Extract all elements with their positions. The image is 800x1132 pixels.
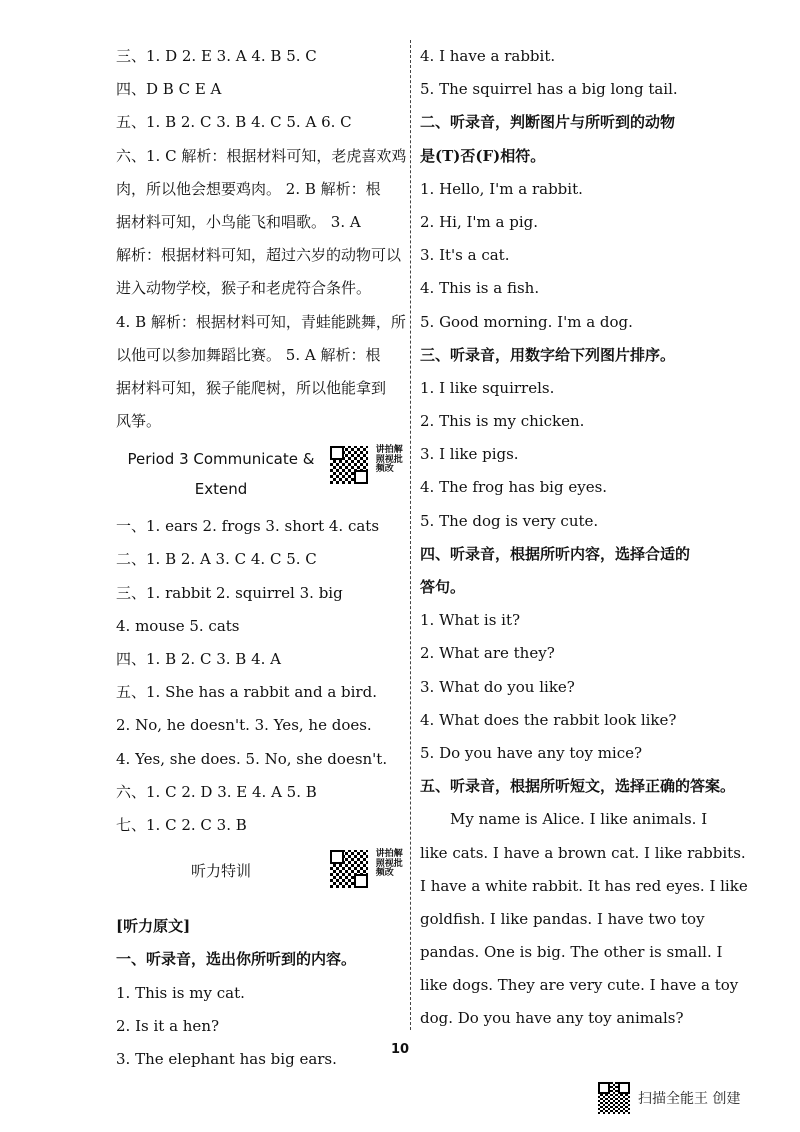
answer-line: 六、1. C 2. D 3. E 4. A 5. B	[116, 782, 317, 801]
passage-line: My name is Alice. I like animals. I	[450, 810, 708, 829]
period-title-line2: Extend	[194, 480, 248, 499]
passage-line: like dogs. They are very cute. I have a toy	[420, 976, 739, 995]
answer-line: 据材料可知，猴子能爬树，所以他能拿到	[116, 378, 387, 397]
list-item: 2. This is my chicken.	[420, 412, 585, 431]
answer-line: 五、1. B 2. C 3. B 4. C 5. A 6. C	[116, 113, 352, 132]
list-item: 4. This is a fish.	[420, 279, 540, 298]
answer-line: 四、1. B 2. C 3. B 4. A	[116, 650, 281, 668]
list-item: 4. The frog has big eyes.	[420, 478, 608, 497]
right-column	[420, 40, 748, 1036]
passage-line: like cats. I have a brown cat. I like rabbits.	[420, 843, 746, 862]
list-item: 4. I have a rabbit.	[420, 47, 556, 65]
period-title-line1: Period 3 Communicate &	[127, 450, 315, 469]
answer-line: 据材料可知，小鸟能飞和唱歌。 3. A	[116, 212, 361, 231]
list-item: 1. I like squirrels.	[420, 378, 555, 397]
answer-line: 以他可以参加舞蹈比赛。 5. A 解析：根	[116, 345, 381, 364]
answer-line: 三、1. rabbit 2. squirrel 3. big	[116, 583, 343, 602]
passage-line: pandas. One is big. The other is small. I	[420, 943, 723, 962]
answer-block-period3	[116, 510, 406, 842]
answer-line: 4. Yes, she does. 5. No, she doesn't.	[116, 749, 388, 768]
watermark-text: 扫描全能王 创建	[638, 1091, 741, 1107]
qr-label: 讲拍解照视批频改	[375, 445, 403, 475]
passage-line: I have a white rabbit. It has red eyes. I like	[420, 876, 748, 895]
listening-title: 听力特训	[190, 862, 251, 881]
list-item: 1. This is my cat.	[116, 983, 245, 1002]
list-item: 3. It's a cat.	[420, 246, 510, 265]
section4-items	[420, 604, 712, 770]
answer-line: 4. B 解析：根据材料可知，青蛙能跳舞，所	[116, 312, 406, 331]
left-column	[116, 40, 406, 1076]
section4-title-line1: 四、听录音，根据所听内容，选择合适的	[420, 544, 691, 563]
list-item: 5. Good morning. I'm a dog.	[420, 312, 633, 331]
answer-line: 肉，所以他会想要鸡肉。 2. B 解析：根	[116, 179, 381, 198]
list-item: 2. Hi, I'm a pig.	[420, 212, 539, 231]
section1-items	[116, 977, 406, 1077]
answer-line: 解析：根据材料可知，超过六岁的动物可以	[116, 246, 402, 265]
list-item: 5. The dog is very cute.	[420, 511, 599, 530]
period-title	[116, 444, 326, 504]
qr-code-block	[330, 446, 404, 484]
section5-title: 五、听录音，根据所听短文，选择正确的答案。	[420, 777, 736, 796]
qr-label: 讲拍解照视批频改	[375, 849, 403, 879]
passage-line: dog. Do you have any toy animals?	[420, 1009, 684, 1028]
section2-title-line2: 是(T)否(F)相符。	[420, 146, 546, 165]
answer-line: 三、1. D 2. E 3. A 4. B 5. C	[116, 47, 317, 65]
answer-line: 一、1. ears 2. frogs 3. short 4. cats	[116, 517, 380, 536]
column-divider	[410, 40, 411, 1030]
list-item: 3. I like pigs.	[420, 445, 519, 464]
list-item: 2. Is it a hen?	[116, 1016, 220, 1035]
answer-line: 2. No, he doesn't. 3. Yes, he does.	[116, 716, 372, 735]
original-text-label: [听力原文]	[116, 917, 191, 936]
qr-code-block	[330, 850, 404, 888]
section3-items	[420, 372, 712, 538]
answer-line: 四、D B C E A	[116, 80, 222, 99]
answer-line: 六、1. C 解析：根据材料可知，老虎喜欢鸡	[116, 146, 407, 165]
answer-line: 风筝。	[116, 412, 162, 431]
answer-line: 4. mouse 5. cats	[116, 616, 240, 635]
listening-title-wrap	[116, 856, 326, 886]
passage-line: goldfish. I like pandas. I have two toy	[420, 909, 705, 928]
list-item: 1. Hello, I'm a rabbit.	[420, 179, 583, 198]
section2-title-line1: 二、听录音，判断图片与所听到的动物	[420, 113, 676, 132]
section2-items	[420, 173, 712, 339]
scanner-watermark	[598, 1082, 740, 1114]
qr-code-icon	[330, 446, 368, 484]
list-item: 3. What do you like?	[420, 677, 575, 696]
answer-line: 二、1. B 2. A 3. C 4. C 5. C	[116, 550, 317, 569]
list-item: 4. What does the rabbit look like?	[420, 710, 677, 729]
watermark-qr-icon	[598, 1082, 630, 1114]
qr-code-icon	[330, 850, 368, 888]
list-item: 5. The squirrel has a big long tail.	[420, 80, 678, 99]
section1-continued	[420, 40, 712, 106]
passage	[420, 803, 748, 1035]
page-number: 10	[390, 1042, 410, 1057]
answer-line: 七、1. C 2. C 3. B	[116, 815, 247, 834]
period3-heading	[116, 438, 406, 510]
answer-line: 五、1. She has a rabbit and a bird.	[116, 683, 377, 702]
section1-title: 一、听录音，选出你所听到的内容。	[116, 950, 357, 969]
list-item: 5. Do you have any toy mice?	[420, 743, 643, 762]
section4-title-line2: 答句。	[420, 578, 466, 596]
list-item: 3. The elephant has big ears.	[116, 1049, 337, 1068]
section3-title: 三、听录音，用数字给下列图片排序。	[420, 345, 676, 364]
list-item: 1. What is it?	[420, 611, 521, 630]
list-item: 2. What are they?	[420, 644, 555, 663]
listening-heading	[116, 842, 406, 910]
answer-line: 进入动物学校，猴子和老虎符合条件。	[116, 279, 372, 298]
answer-block-top	[116, 40, 406, 438]
